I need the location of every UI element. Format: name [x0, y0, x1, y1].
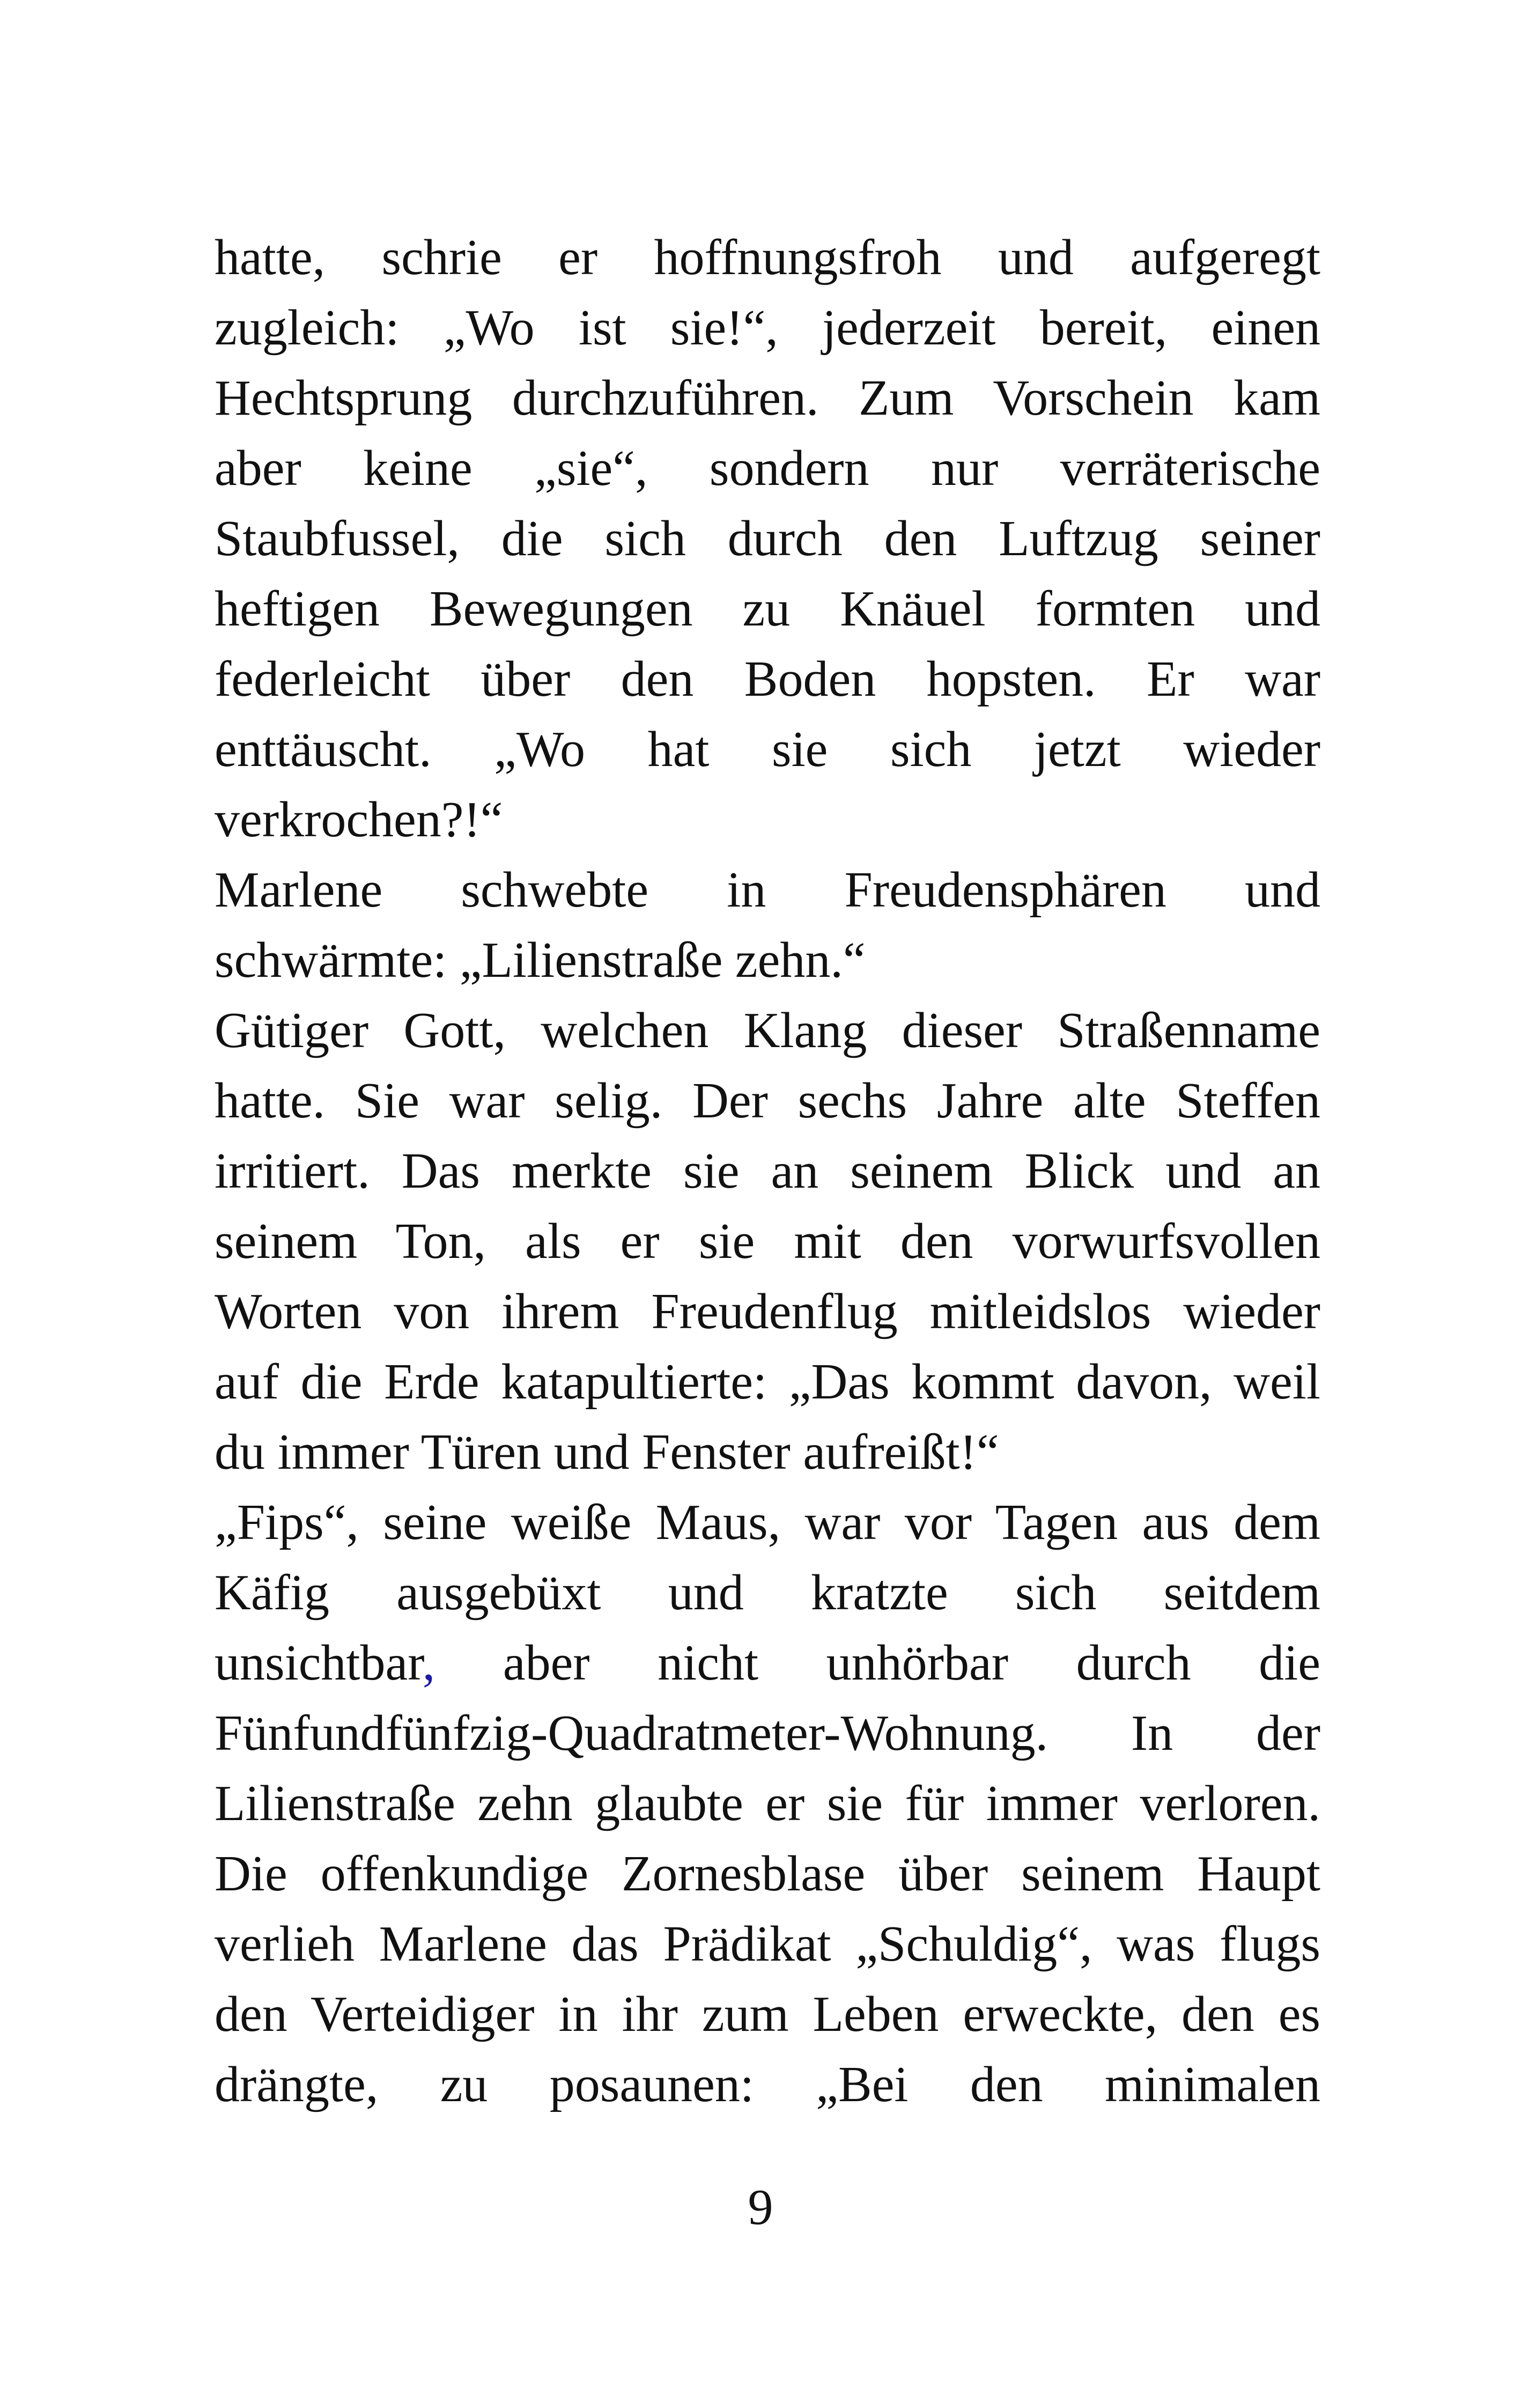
text-line: verkrochen?!“ — [215, 792, 503, 848]
text-segment: unsichtbar — [215, 1635, 423, 1691]
text-line — [215, 1628, 1320, 1698]
text-line: enttäuscht. „Wo hat sie sich jetzt wieder — [215, 721, 1320, 777]
text-line: auf die Erde katapultierte: „Das kommt davon, weil — [215, 1354, 1320, 1410]
text-line: Gütiger Gott, welchen Klang dieser Straßenname — [215, 1003, 1320, 1058]
text-line: federleicht über den Boden hopsten. Er war — [215, 651, 1320, 707]
text-line: Käfig ausgebüxt und kratzte sich seitdem — [215, 1565, 1320, 1621]
text-line: zugleich: „Wo ist sie!“, jederzeit bereit, einen — [215, 300, 1320, 356]
text-line: Worten von ihrem Freudenflug mitleidslos wieder — [215, 1284, 1320, 1339]
text-line: Marlene schwebte in Freudensphären und — [215, 862, 1320, 918]
text-line: Hechtsprung durchzuführen. Zum Vorschein kam — [215, 370, 1320, 426]
text-line: Fünfundfünfzig-Quadratmeter-Wohnung. In der — [215, 1705, 1320, 1761]
text-line: Lilienstraße zehn glaubte er sie für immer verloren. — [215, 1776, 1320, 1831]
text-line: Staubfussel, die sich durch den Luftzug seiner — [215, 511, 1320, 566]
text-line: verlieh Marlene das Prädikat „Schuldig“, was flugs — [215, 1916, 1320, 1972]
text-line: hatte. Sie war selig. Der sechs Jahre alte Steffen — [215, 1073, 1320, 1129]
text-line: seinem Ton, als er sie mit den vorwurfsvollen — [215, 1213, 1320, 1269]
highlighted-comma: , — [422, 1635, 435, 1691]
body-text — [215, 223, 1320, 2120]
text-line: hatte, schrie er hoffnungsfroh und aufgeregt — [215, 230, 1320, 285]
text-line: Die offenkundige Zornesblase über seinem Haupt — [215, 1846, 1320, 1902]
text-line: „Fips“, seine weiße Maus, war vor Tagen aus dem — [215, 1494, 1320, 1550]
text-line: heftigen Bewegungen zu Knäuel formten und — [215, 581, 1320, 637]
text-line: irritiert. Das merkte sie an seinem Blick und an — [215, 1143, 1320, 1199]
text-line: drängte, zu posaunen: „Bei den minimalen — [215, 2057, 1320, 2112]
text-line: du immer Türen und Fenster aufreißt!“ — [215, 1424, 999, 1480]
text-line: aber keine „sie“, sondern nur verräterische — [215, 440, 1320, 496]
text-line: den Verteidiger in ihr zum Leben erweckte, den es — [215, 1986, 1320, 2042]
text-segment: aber nicht unhörbar durch die — [435, 1635, 1320, 1691]
page-number: 9 — [748, 2179, 773, 2235]
text-line: schwärmte: „Lilienstraße zehn.“ — [215, 932, 866, 988]
